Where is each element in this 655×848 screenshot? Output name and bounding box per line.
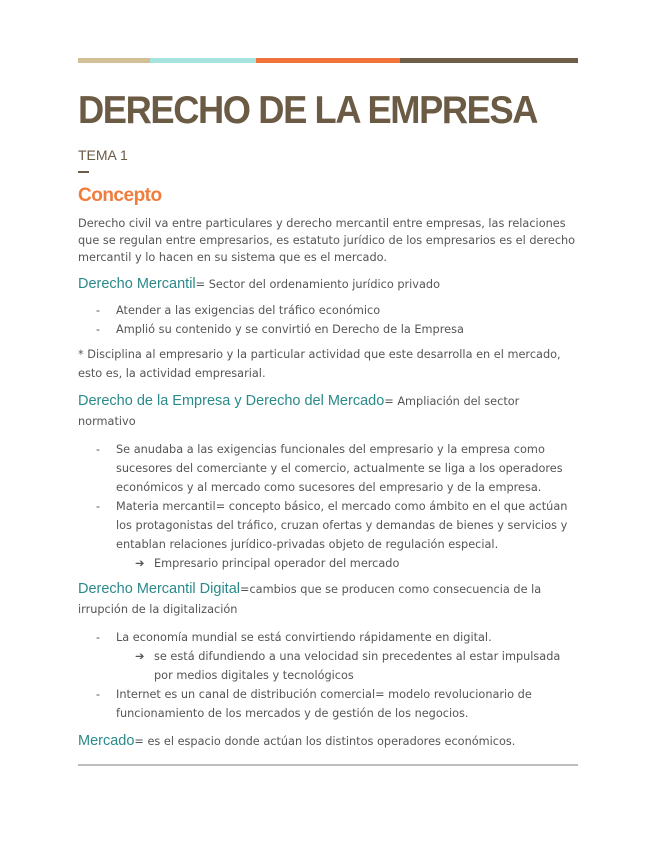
bullet-list [78,628,578,723]
color-bar-segment [150,58,256,63]
definition-line [78,391,578,432]
sub-list-item-text: se está difundiendo a una velocidad sin precedentes al estar impulsada por medios digitales y tecnológicos [154,650,561,682]
color-bar-segment [256,58,400,63]
document-page [78,58,578,752]
sub-list-item-text: Empresario principal operador del mercado [154,557,400,570]
bullet-list [78,440,578,573]
arrow-icon: ➔ [135,557,145,570]
note-paragraph: * Disciplina al empresario y la particular actividad que este desarrolla en el mercado, esto es, la actividad empresarial. [78,348,561,380]
list-item: - Atender a las exigencias del tráfico económico [78,301,578,320]
term-definition: = Sector del ordenamiento jurídico privado [195,278,440,291]
arrow-icon: ➔ [135,650,145,663]
list-item [78,628,578,685]
term-derecho-mercantil-digital: Derecho Mercantil Digital [78,581,240,597]
list-item-text: La economía mundial se está convirtiendo rápidamente en digital. [116,631,492,644]
sub-list [116,647,578,685]
list-item: - Se anudaba a las exigencias funcionales del empresario y la empresa como sucesores del comerciante y el comercio, actualmente se liga a los operadores económicos y al mercado como sucesores del empresario y de la empresa. [78,440,578,497]
sub-list-item [116,554,578,573]
footer-rule [78,764,578,766]
color-bar [78,58,578,63]
term-mercado: Mercado [78,733,135,749]
color-bar-segment [78,58,150,63]
subtitle-divider [78,171,89,173]
intro-paragraph: Derecho civil va entre particulares y derecho mercantil entre empresas, las relaciones que se regulan entre empresarios, es estatuto jurídico de los empresarios es el derecho mercantil y lo hacen en su sistema que es el mercado. [78,217,576,264]
definition-line [78,731,578,752]
section-heading: Concepto [78,185,162,206]
sub-list-item [116,647,578,685]
list-item: - Amplió su contenido y se convirtió en Derecho de la Empresa [78,320,578,339]
definition-line [78,274,578,295]
list-item: - Internet es un canal de distribución comercial= modelo revolucionario de funcionamiento de los mercados y de gestión de los negocios. [78,685,578,723]
document-title: DERECHO DE LA EMPRESA [78,89,538,132]
term-derecho-mercantil: Derecho Mercantil [78,276,196,292]
term-definition: = Ampliación del sector normativo [78,395,520,428]
term-derecho-empresa-mercado: Derecho de la Empresa y Derecho del Mercado [78,393,385,409]
list-item [78,497,578,573]
term-definition: = es el espacio donde actúan los distintos operadores económicos. [134,735,516,748]
definition-line [78,579,578,620]
term-definition: =cambios que se producen como consecuencia de la irrupción de la digitalización [78,583,542,616]
document-subtitle: TEMA 1 [78,147,128,163]
list-item-text: Materia mercantil= concepto básico, el mercado como ámbito en el que actúan los protagonistas del tráfico, cruzan ofertas y demandas de bienes y servicios y entablan relaciones jurídico-privadas objeto de regulación especial. [116,500,568,551]
color-bar-segment [400,58,578,63]
bullet-list [78,301,578,339]
sub-list [116,554,578,573]
